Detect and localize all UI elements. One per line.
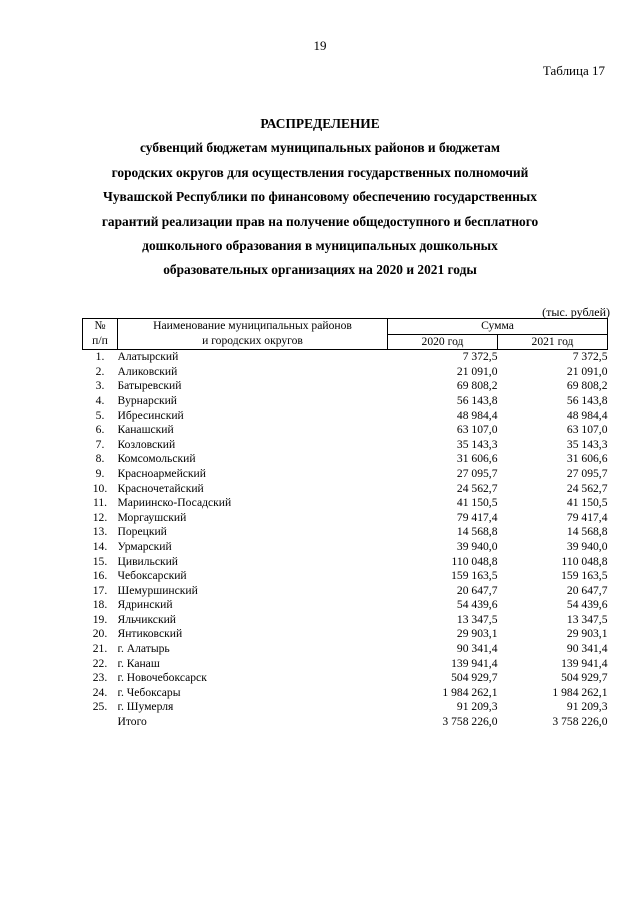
header-year-2020: 2020 год [388,334,498,350]
header-num-sub: п/п [83,334,118,350]
table-row [83,569,608,584]
row-value-2021: 110 048,8 [561,554,608,568]
row-name: Мариинско-Посадский [117,496,232,510]
row-name: Ибресинский [117,408,184,422]
row-value-2020: 31 606,6 [456,452,498,466]
table-row [83,365,608,380]
table-row [83,423,608,438]
row-value-2021: 63 107,0 [566,423,608,437]
row-number: 14. [92,539,108,553]
row-name: Алатырский [117,350,179,364]
row-name: Канашский [117,423,174,437]
table-row [83,613,608,628]
row-number: 19. [92,612,108,626]
row-name: г. Алатырь [117,642,170,656]
row-value-2021: 35 143,3 [566,437,608,451]
row-number: 10. [92,481,108,495]
row-value-2020: 79 417,4 [456,510,498,524]
row-value-2020: 90 341,4 [456,642,498,656]
row-value-2021: 31 606,6 [566,452,608,466]
row-value-2021: 20 647,7 [566,583,608,597]
row-value-2021: 24 562,7 [566,481,608,495]
table-row [83,642,608,657]
row-value-2020: 20 647,7 [456,583,498,597]
row-name: Ядринский [117,598,173,612]
total-num [83,715,118,730]
row-value-2020: 54 439,6 [456,598,498,612]
table-row [83,671,608,686]
row-number: 8. [95,452,105,466]
row-value-2021: 1 984 262,1 [552,685,608,699]
table-row [83,598,608,613]
table-row [83,496,608,511]
row-name: Батыревский [117,379,182,393]
header-num: № [83,319,118,335]
total-2021: 3 758 226,0 [552,715,608,729]
row-number: 4. [95,393,105,407]
table-row [83,452,608,467]
row-value-2020: 39 940,0 [456,539,498,553]
row-number: 18. [92,598,108,612]
row-name: Комсомольский [117,452,196,466]
title-line: Чувашской Республики по финансовому обеспечению государственных [103,189,537,205]
row-name: г. Новочебоксарск [117,671,207,685]
row-name: Красночетайский [117,481,204,495]
row-number: 9. [95,466,105,480]
row-value-2021: 69 808,2 [566,379,608,393]
table-row [83,584,608,599]
header-year-2021: 2021 год [498,334,608,350]
table-label: Таблица 17 [542,63,605,78]
row-value-2021: 91 209,3 [566,700,608,714]
row-number: 24. [92,685,108,699]
row-name: Яльчикский [117,612,176,626]
row-number: 13. [92,525,108,539]
row-value-2020: 21 091,0 [456,364,498,378]
row-number: 20. [92,627,108,641]
table-row [83,700,608,715]
row-value-2021: 48 984,4 [566,408,608,422]
row-value-2020: 504 929,7 [451,671,498,685]
row-name: г. Чебоксары [117,685,181,699]
row-value-2020: 7 372,5 [462,350,498,364]
table-row [83,482,608,497]
row-value-2020: 13 347,5 [456,612,498,626]
row-name: Моргаушский [117,510,187,524]
row-number: 25. [92,700,108,714]
row-value-2021: 159 163,5 [561,569,608,583]
table-row [83,438,608,453]
row-name: Шемуршинский [117,583,198,597]
row-value-2021: 54 439,6 [566,598,608,612]
row-number: 15. [92,554,108,568]
title-line: дошкольного образования в муниципальных дошкольных [142,238,498,254]
row-value-2020: 1 984 262,1 [442,685,498,699]
row-value-2021: 56 143,8 [566,393,608,407]
row-number: 17. [92,583,108,597]
units-note: (тыс. рублей) [542,305,610,319]
row-name: Вурнарский [117,393,178,407]
row-value-2020: 24 562,7 [456,481,498,495]
row-number: 6. [95,423,105,437]
title-line: образовательных организациях на 2020 и 2021 годы [163,262,477,278]
row-value-2020: 91 209,3 [456,700,498,714]
row-value-2021: 504 929,7 [561,671,608,685]
table-header-row [83,319,608,335]
table-body [83,350,608,730]
table-row [83,379,608,394]
row-value-2021: 90 341,4 [566,642,608,656]
row-name: Аликовский [117,364,178,378]
row-value-2020: 29 903,1 [456,627,498,641]
table-row [83,409,608,424]
row-value-2021: 139 941,4 [561,656,608,670]
row-number: 23. [92,671,108,685]
row-value-2021: 41 150,5 [566,496,608,510]
row-number: 11. [92,496,108,510]
table-row [83,540,608,555]
row-value-2020: 41 150,5 [456,496,498,510]
row-number: 3. [95,379,105,393]
document-title [70,112,570,283]
table-row [83,627,608,642]
row-name: Чебоксарский [117,569,187,583]
distribution-table [82,318,608,730]
row-value-2021: 29 903,1 [566,627,608,641]
table-row [83,555,608,570]
row-number: 12. [92,510,108,524]
row-number: 5. [95,408,105,422]
header-name-sub: и городских округов [118,334,388,350]
row-number: 21. [92,642,108,656]
row-name: Козловский [117,437,176,451]
row-name: Красноармейский [117,466,206,480]
title-line: гарантий реализации прав на получение общедоступного и бесплатного [101,213,539,229]
row-value-2020: 63 107,0 [456,423,498,437]
row-value-2020: 14 568,8 [456,525,498,539]
row-value-2021: 7 372,5 [572,350,608,364]
total-row [83,715,608,730]
header-sum: Сумма [388,319,608,335]
row-value-2020: 56 143,8 [456,393,498,407]
row-value-2020: 159 163,5 [451,569,498,583]
row-value-2021: 79 417,4 [566,510,608,524]
row-number: 7. [95,437,105,451]
table-row [83,350,608,365]
row-name: Янтиковский [117,627,183,641]
table-row [83,525,608,540]
header-name: Наименование муниципальных районов [118,319,388,335]
table-row [83,686,608,701]
row-value-2020: 48 984,4 [456,408,498,422]
total-label: Итого [117,715,147,729]
page-number: 19 [313,38,327,53]
row-number: 2. [95,364,105,378]
table-row [83,657,608,672]
title-line: субвенций бюджетам муниципальных районов и бюджетам [140,140,500,156]
row-value-2020: 35 143,3 [456,437,498,451]
row-name: г. Шумерля [117,700,174,714]
row-value-2021: 13 347,5 [566,612,608,626]
table-row [83,467,608,482]
row-value-2020: 110 048,8 [451,554,498,568]
row-name: Урмарский [117,539,172,553]
total-2020: 3 758 226,0 [442,715,498,729]
row-value-2020: 27 095,7 [456,466,498,480]
row-number: 16. [92,569,108,583]
row-name: Цивильский [117,554,179,568]
table-row [83,394,608,409]
table-header-row [83,334,608,350]
row-value-2020: 139 941,4 [451,656,498,670]
row-name: Порецкий [117,525,167,539]
row-value-2021: 14 568,8 [566,525,608,539]
row-number: 22. [92,656,108,670]
title-line: РАСПРЕДЕЛЕНИЕ [260,116,380,131]
title-line: городских округов для осуществления государственных полномочий [111,164,529,180]
row-name: г. Канаш [117,656,160,670]
table-row [83,511,608,526]
row-value-2020: 69 808,2 [456,379,498,393]
row-value-2021: 39 940,0 [566,539,608,553]
row-value-2021: 21 091,0 [566,364,608,378]
row-value-2021: 27 095,7 [566,466,608,480]
row-number: 1. [95,350,105,364]
